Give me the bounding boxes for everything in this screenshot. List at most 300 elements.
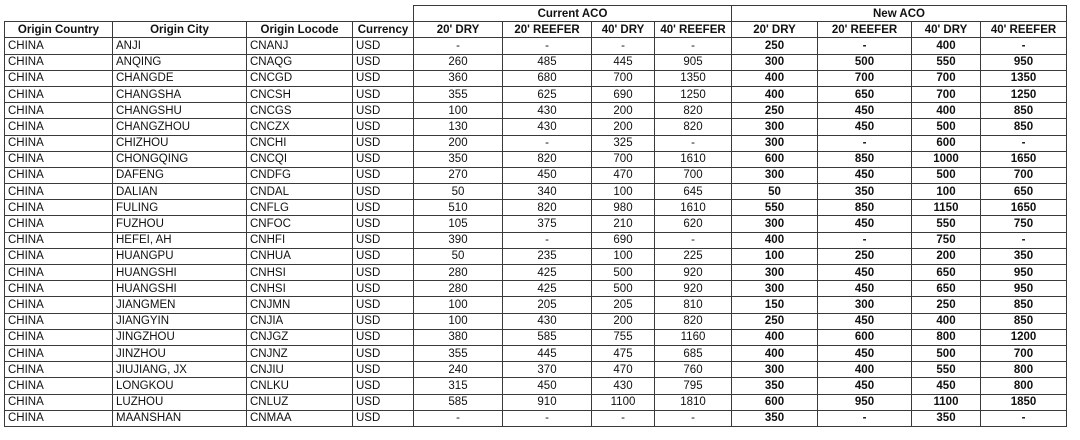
new-40-dry-cell: 1100 bbox=[912, 394, 981, 410]
new-40-dry-cell: 550 bbox=[912, 216, 981, 232]
origin-locode-cell: CNDFG bbox=[247, 167, 353, 183]
current-20-dry-cell: 270 bbox=[414, 167, 503, 183]
new-40-reefer-header: 40' REEFER bbox=[981, 22, 1067, 38]
new-40-reefer-cell: 750 bbox=[981, 216, 1067, 232]
current-20-reefer-cell: 485 bbox=[503, 54, 592, 70]
new-20-reefer-cell: 350 bbox=[818, 184, 912, 200]
current-40-dry-cell: 430 bbox=[592, 378, 655, 394]
new-40-reefer-cell: 950 bbox=[981, 54, 1067, 70]
new-20-dry-cell: 350 bbox=[732, 378, 818, 394]
current-40-reefer-cell: 685 bbox=[655, 345, 732, 361]
new-20-dry-cell: 300 bbox=[732, 119, 818, 135]
origin-country-cell: CHINA bbox=[5, 135, 113, 151]
new-40-dry-cell: 700 bbox=[912, 86, 981, 102]
current-20-reefer-cell: 235 bbox=[503, 248, 592, 264]
new-20-reefer-header: 20' REEFER bbox=[818, 22, 912, 38]
table-row bbox=[5, 38, 1067, 54]
current-20-dry-cell: 280 bbox=[414, 265, 503, 281]
current-40-dry-cell: 210 bbox=[592, 216, 655, 232]
new-40-reefer-cell: 650 bbox=[981, 184, 1067, 200]
current-40-reefer-cell: 1810 bbox=[655, 394, 732, 410]
currency-cell: USD bbox=[353, 70, 414, 86]
origin-city-cell: JINZHOU bbox=[113, 345, 247, 361]
new-20-reefer-cell: - bbox=[818, 38, 912, 54]
current-40-reefer-cell: - bbox=[655, 232, 732, 248]
origin-country-cell: CHINA bbox=[5, 265, 113, 281]
current-40-reefer-cell: 820 bbox=[655, 313, 732, 329]
new-20-dry-cell: 300 bbox=[732, 216, 818, 232]
current-20-reefer-cell: - bbox=[503, 410, 592, 426]
origin-locode-cell: CNHSI bbox=[247, 265, 353, 281]
new-20-reefer-cell: 450 bbox=[818, 103, 912, 119]
current-40-dry-cell: 470 bbox=[592, 362, 655, 378]
origin-locode-cell: CNLUZ bbox=[247, 394, 353, 410]
new-40-reefer-cell: 1650 bbox=[981, 200, 1067, 216]
currency-cell: USD bbox=[353, 200, 414, 216]
current-20-dry-cell: - bbox=[414, 410, 503, 426]
origin-city-cell: CHANGZHOU bbox=[113, 119, 247, 135]
table-row bbox=[5, 135, 1067, 151]
currency-cell: USD bbox=[353, 265, 414, 281]
new-20-dry-cell: 250 bbox=[732, 313, 818, 329]
new-20-reefer-cell: 850 bbox=[818, 151, 912, 167]
new-40-dry-header: 40' DRY bbox=[912, 22, 981, 38]
current-40-reefer-cell: - bbox=[655, 38, 732, 54]
new-40-dry-cell: 650 bbox=[912, 281, 981, 297]
new-40-dry-cell: 500 bbox=[912, 345, 981, 361]
new-40-dry-cell: 550 bbox=[912, 54, 981, 70]
current-20-reefer-cell: 430 bbox=[503, 313, 592, 329]
current-20-reefer-cell: 820 bbox=[503, 151, 592, 167]
new-40-reefer-cell: 1350 bbox=[981, 70, 1067, 86]
currency-header: Currency bbox=[353, 22, 414, 38]
origin-city-cell: JIANGYIN bbox=[113, 313, 247, 329]
currency-cell: USD bbox=[353, 232, 414, 248]
new-20-reefer-cell: 600 bbox=[818, 329, 912, 345]
current-40-dry-cell: 1100 bbox=[592, 394, 655, 410]
current-20-dry-cell: 105 bbox=[414, 216, 503, 232]
origin-country-cell: CHINA bbox=[5, 70, 113, 86]
current-40-dry-cell: 500 bbox=[592, 281, 655, 297]
current-20-dry-cell: 130 bbox=[414, 119, 503, 135]
current-40-reefer-cell: 1160 bbox=[655, 329, 732, 345]
blank-header-cell bbox=[247, 6, 353, 22]
new-20-dry-cell: 600 bbox=[732, 151, 818, 167]
origin-locode-cell: CNJIA bbox=[247, 313, 353, 329]
table-body bbox=[5, 38, 1067, 427]
new-40-dry-cell: 350 bbox=[912, 410, 981, 426]
origin-country-cell: CHINA bbox=[5, 119, 113, 135]
current-40-dry-cell: 200 bbox=[592, 119, 655, 135]
origin-city-cell: CHANGSHA bbox=[113, 86, 247, 102]
current-20-reefer-cell: 375 bbox=[503, 216, 592, 232]
current-40-dry-cell: 100 bbox=[592, 184, 655, 200]
current-20-reefer-cell: 205 bbox=[503, 297, 592, 313]
origin-locode-cell: CNJMN bbox=[247, 297, 353, 313]
new-40-dry-cell: 600 bbox=[912, 135, 981, 151]
origin-locode-cell: CNFOC bbox=[247, 216, 353, 232]
table-row bbox=[5, 378, 1067, 394]
new-20-dry-cell: 400 bbox=[732, 329, 818, 345]
origin-city-cell: ANQING bbox=[113, 54, 247, 70]
new-20-reefer-cell: 950 bbox=[818, 394, 912, 410]
new-40-reefer-cell: 1250 bbox=[981, 86, 1067, 102]
origin-locode-cell: CNJNZ bbox=[247, 345, 353, 361]
new-40-reefer-cell: 1200 bbox=[981, 329, 1067, 345]
new-20-dry-cell: 50 bbox=[732, 184, 818, 200]
new-40-reefer-cell: 700 bbox=[981, 167, 1067, 183]
origin-country-cell: CHINA bbox=[5, 394, 113, 410]
current-20-dry-cell: - bbox=[414, 38, 503, 54]
new-20-reefer-cell: 450 bbox=[818, 216, 912, 232]
blank-header-cell bbox=[5, 6, 113, 22]
origin-country-cell: CHINA bbox=[5, 216, 113, 232]
origin-city-cell: MAANSHAN bbox=[113, 410, 247, 426]
current-20-reefer-cell: 680 bbox=[503, 70, 592, 86]
current-40-reefer-cell: 920 bbox=[655, 281, 732, 297]
new-40-reefer-cell: 850 bbox=[981, 103, 1067, 119]
table-row bbox=[5, 313, 1067, 329]
new-20-reefer-cell: - bbox=[818, 232, 912, 248]
origin-city-cell: ANJI bbox=[113, 38, 247, 54]
table-row bbox=[5, 362, 1067, 378]
new-40-reefer-cell: 700 bbox=[981, 345, 1067, 361]
origin-locode-cell: CNJIU bbox=[247, 362, 353, 378]
new-20-reefer-cell: 650 bbox=[818, 86, 912, 102]
current-40-reefer-cell: 820 bbox=[655, 119, 732, 135]
current-40-reefer-cell: 225 bbox=[655, 248, 732, 264]
origin-city-cell: HEFEI, AH bbox=[113, 232, 247, 248]
currency-cell: USD bbox=[353, 281, 414, 297]
current-20-reefer-cell: 450 bbox=[503, 378, 592, 394]
new-40-reefer-cell: 1850 bbox=[981, 394, 1067, 410]
current-aco-group-header: Current ACO bbox=[414, 6, 732, 22]
new-40-dry-cell: 550 bbox=[912, 362, 981, 378]
origin-locode-cell: CNDAL bbox=[247, 184, 353, 200]
table-row bbox=[5, 119, 1067, 135]
new-40-reefer-cell: 800 bbox=[981, 362, 1067, 378]
origin-city-cell: HUANGSHI bbox=[113, 281, 247, 297]
current-40-dry-cell: 755 bbox=[592, 329, 655, 345]
current-40-dry-cell: 100 bbox=[592, 248, 655, 264]
new-40-reefer-cell: 800 bbox=[981, 378, 1067, 394]
origin-country-cell: CHINA bbox=[5, 232, 113, 248]
new-20-reefer-cell: - bbox=[818, 135, 912, 151]
table-row bbox=[5, 394, 1067, 410]
currency-cell: USD bbox=[353, 54, 414, 70]
current-40-reefer-cell: 810 bbox=[655, 297, 732, 313]
origin-country-cell: CHINA bbox=[5, 378, 113, 394]
current-20-dry-cell: 390 bbox=[414, 232, 503, 248]
blank-header-cell bbox=[113, 6, 247, 22]
blank-header-cell bbox=[353, 6, 414, 22]
new-20-dry-cell: 100 bbox=[732, 248, 818, 264]
currency-cell: USD bbox=[353, 119, 414, 135]
origin-locode-cell: CNCGS bbox=[247, 103, 353, 119]
table-header bbox=[5, 6, 1067, 38]
current-40-reefer-header: 40' REEFER bbox=[655, 22, 732, 38]
currency-cell: USD bbox=[353, 151, 414, 167]
origin-country-cell: CHINA bbox=[5, 297, 113, 313]
current-40-dry-cell: 470 bbox=[592, 167, 655, 183]
table-row bbox=[5, 200, 1067, 216]
current-20-reefer-cell: 370 bbox=[503, 362, 592, 378]
current-20-dry-cell: 355 bbox=[414, 86, 503, 102]
current-40-reefer-cell: 905 bbox=[655, 54, 732, 70]
new-20-dry-cell: 400 bbox=[732, 86, 818, 102]
current-40-dry-cell: 200 bbox=[592, 313, 655, 329]
table-row bbox=[5, 232, 1067, 248]
table-row bbox=[5, 297, 1067, 313]
current-40-reefer-cell: 645 bbox=[655, 184, 732, 200]
origin-country-cell: CHINA bbox=[5, 410, 113, 426]
currency-cell: USD bbox=[353, 86, 414, 102]
origin-city-cell: HUANGSHI bbox=[113, 265, 247, 281]
origin-locode-cell: CNHSI bbox=[247, 281, 353, 297]
current-20-dry-cell: 360 bbox=[414, 70, 503, 86]
origin-locode-cell: CNAQG bbox=[247, 54, 353, 70]
new-40-dry-cell: 700 bbox=[912, 70, 981, 86]
current-40-reefer-cell: 1350 bbox=[655, 70, 732, 86]
new-20-reefer-cell: 500 bbox=[818, 54, 912, 70]
new-40-dry-cell: 750 bbox=[912, 232, 981, 248]
current-40-reefer-cell: 795 bbox=[655, 378, 732, 394]
column-header-row bbox=[5, 22, 1067, 38]
new-20-reefer-cell: 450 bbox=[818, 345, 912, 361]
current-40-dry-cell: 700 bbox=[592, 70, 655, 86]
new-40-dry-cell: 400 bbox=[912, 103, 981, 119]
current-20-reefer-cell: 425 bbox=[503, 265, 592, 281]
table-row bbox=[5, 281, 1067, 297]
new-40-reefer-cell: - bbox=[981, 135, 1067, 151]
currency-cell: USD bbox=[353, 135, 414, 151]
origin-country-header: Origin Country bbox=[5, 22, 113, 38]
new-40-dry-cell: 100 bbox=[912, 184, 981, 200]
current-20-reefer-cell: - bbox=[503, 38, 592, 54]
new-20-dry-cell: 300 bbox=[732, 281, 818, 297]
current-20-dry-cell: 50 bbox=[414, 184, 503, 200]
new-40-dry-cell: 450 bbox=[912, 378, 981, 394]
table-row bbox=[5, 329, 1067, 345]
origin-country-cell: CHINA bbox=[5, 329, 113, 345]
table-row bbox=[5, 54, 1067, 70]
new-20-dry-cell: 300 bbox=[732, 362, 818, 378]
new-20-dry-cell: 350 bbox=[732, 410, 818, 426]
new-20-reefer-cell: - bbox=[818, 410, 912, 426]
current-20-reefer-cell: - bbox=[503, 232, 592, 248]
current-20-dry-cell: 100 bbox=[414, 103, 503, 119]
current-40-reefer-cell: 920 bbox=[655, 265, 732, 281]
current-20-reefer-cell: 820 bbox=[503, 200, 592, 216]
origin-country-cell: CHINA bbox=[5, 313, 113, 329]
current-40-dry-cell: - bbox=[592, 410, 655, 426]
new-40-dry-cell: 200 bbox=[912, 248, 981, 264]
current-20-reefer-cell: 430 bbox=[503, 103, 592, 119]
origin-city-cell: FULING bbox=[113, 200, 247, 216]
new-20-dry-header: 20' DRY bbox=[732, 22, 818, 38]
group-header-row bbox=[5, 6, 1067, 22]
new-40-reefer-cell: 1650 bbox=[981, 151, 1067, 167]
origin-locode-cell: CNHUA bbox=[247, 248, 353, 264]
origin-locode-cell: CNCHI bbox=[247, 135, 353, 151]
new-20-dry-cell: 300 bbox=[732, 54, 818, 70]
new-20-reefer-cell: 450 bbox=[818, 378, 912, 394]
table-row bbox=[5, 410, 1067, 426]
current-20-dry-cell: 510 bbox=[414, 200, 503, 216]
origin-city-cell: DALIAN bbox=[113, 184, 247, 200]
origin-country-cell: CHINA bbox=[5, 281, 113, 297]
new-20-reefer-cell: 450 bbox=[818, 119, 912, 135]
new-20-dry-cell: 400 bbox=[732, 70, 818, 86]
new-40-reefer-cell: 850 bbox=[981, 119, 1067, 135]
new-40-dry-cell: 500 bbox=[912, 119, 981, 135]
origin-locode-cell: CNFLG bbox=[247, 200, 353, 216]
currency-cell: USD bbox=[353, 167, 414, 183]
origin-country-cell: CHINA bbox=[5, 54, 113, 70]
currency-cell: USD bbox=[353, 329, 414, 345]
current-20-reefer-header: 20' REEFER bbox=[503, 22, 592, 38]
new-20-dry-cell: 300 bbox=[732, 135, 818, 151]
origin-city-cell: CHANGDE bbox=[113, 70, 247, 86]
current-40-reefer-cell: - bbox=[655, 135, 732, 151]
currency-cell: USD bbox=[353, 313, 414, 329]
new-40-dry-cell: 250 bbox=[912, 297, 981, 313]
new-20-dry-cell: 600 bbox=[732, 394, 818, 410]
new-20-dry-cell: 400 bbox=[732, 345, 818, 361]
current-40-dry-cell: 200 bbox=[592, 103, 655, 119]
current-40-dry-cell: 980 bbox=[592, 200, 655, 216]
current-20-reefer-cell: 450 bbox=[503, 167, 592, 183]
current-40-dry-cell: - bbox=[592, 38, 655, 54]
origin-country-cell: CHINA bbox=[5, 248, 113, 264]
current-40-reefer-cell: 1610 bbox=[655, 200, 732, 216]
new-40-dry-cell: 500 bbox=[912, 167, 981, 183]
current-20-dry-cell: 200 bbox=[414, 135, 503, 151]
origin-city-cell: JIUJIANG, JX bbox=[113, 362, 247, 378]
origin-city-header: Origin City bbox=[113, 22, 247, 38]
current-40-dry-header: 40' DRY bbox=[592, 22, 655, 38]
current-20-dry-cell: 100 bbox=[414, 313, 503, 329]
origin-country-cell: CHINA bbox=[5, 184, 113, 200]
origin-locode-cell: CNCGD bbox=[247, 70, 353, 86]
new-20-dry-cell: 150 bbox=[732, 297, 818, 313]
current-40-dry-cell: 690 bbox=[592, 86, 655, 102]
origin-locode-header: Origin Locode bbox=[247, 22, 353, 38]
origin-city-cell: DAFENG bbox=[113, 167, 247, 183]
currency-cell: USD bbox=[353, 410, 414, 426]
origin-city-cell: HUANGPU bbox=[113, 248, 247, 264]
currency-cell: USD bbox=[353, 38, 414, 54]
table-row bbox=[5, 151, 1067, 167]
origin-city-cell: LONGKOU bbox=[113, 378, 247, 394]
current-20-dry-cell: 355 bbox=[414, 345, 503, 361]
current-20-reefer-cell: 430 bbox=[503, 119, 592, 135]
current-40-reefer-cell: 700 bbox=[655, 167, 732, 183]
new-20-reefer-cell: 450 bbox=[818, 167, 912, 183]
currency-cell: USD bbox=[353, 184, 414, 200]
current-20-dry-header: 20' DRY bbox=[414, 22, 503, 38]
new-40-reefer-cell: 850 bbox=[981, 313, 1067, 329]
new-20-dry-cell: 400 bbox=[732, 232, 818, 248]
origin-city-cell: FUZHOU bbox=[113, 216, 247, 232]
new-40-reefer-cell: 950 bbox=[981, 281, 1067, 297]
current-40-dry-cell: 690 bbox=[592, 232, 655, 248]
current-20-reefer-cell: - bbox=[503, 135, 592, 151]
current-20-dry-cell: 585 bbox=[414, 394, 503, 410]
new-20-dry-cell: 250 bbox=[732, 38, 818, 54]
aco-rate-table bbox=[4, 5, 1067, 427]
currency-cell: USD bbox=[353, 378, 414, 394]
new-20-dry-cell: 550 bbox=[732, 200, 818, 216]
origin-city-cell: JIANGMEN bbox=[113, 297, 247, 313]
current-40-reefer-cell: 620 bbox=[655, 216, 732, 232]
new-20-reefer-cell: 850 bbox=[818, 200, 912, 216]
table-row bbox=[5, 184, 1067, 200]
origin-locode-cell: CNLKU bbox=[247, 378, 353, 394]
new-20-reefer-cell: 400 bbox=[818, 362, 912, 378]
new-20-reefer-cell: 450 bbox=[818, 313, 912, 329]
origin-city-cell: JINGZHOU bbox=[113, 329, 247, 345]
new-20-reefer-cell: 450 bbox=[818, 265, 912, 281]
current-40-dry-cell: 325 bbox=[592, 135, 655, 151]
origin-city-cell: LUZHOU bbox=[113, 394, 247, 410]
origin-locode-cell: CNCQI bbox=[247, 151, 353, 167]
current-40-reefer-cell: 820 bbox=[655, 103, 732, 119]
current-40-reefer-cell: - bbox=[655, 410, 732, 426]
current-20-reefer-cell: 425 bbox=[503, 281, 592, 297]
origin-country-cell: CHINA bbox=[5, 86, 113, 102]
origin-locode-cell: CNCSH bbox=[247, 86, 353, 102]
current-20-reefer-cell: 910 bbox=[503, 394, 592, 410]
current-40-dry-cell: 445 bbox=[592, 54, 655, 70]
origin-country-cell: CHINA bbox=[5, 362, 113, 378]
table-row bbox=[5, 86, 1067, 102]
new-40-reefer-cell: - bbox=[981, 38, 1067, 54]
new-40-dry-cell: 1150 bbox=[912, 200, 981, 216]
current-20-dry-cell: 50 bbox=[414, 248, 503, 264]
current-40-reefer-cell: 1250 bbox=[655, 86, 732, 102]
origin-country-cell: CHINA bbox=[5, 103, 113, 119]
new-40-reefer-cell: 350 bbox=[981, 248, 1067, 264]
origin-locode-cell: CNMAA bbox=[247, 410, 353, 426]
new-40-dry-cell: 800 bbox=[912, 329, 981, 345]
table-row bbox=[5, 70, 1067, 86]
current-40-reefer-cell: 760 bbox=[655, 362, 732, 378]
table-row bbox=[5, 167, 1067, 183]
currency-cell: USD bbox=[353, 248, 414, 264]
currency-cell: USD bbox=[353, 103, 414, 119]
new-20-reefer-cell: 250 bbox=[818, 248, 912, 264]
table-row bbox=[5, 265, 1067, 281]
current-40-dry-cell: 205 bbox=[592, 297, 655, 313]
current-20-dry-cell: 280 bbox=[414, 281, 503, 297]
new-20-reefer-cell: 700 bbox=[818, 70, 912, 86]
current-20-dry-cell: 350 bbox=[414, 151, 503, 167]
new-40-dry-cell: 400 bbox=[912, 313, 981, 329]
new-20-reefer-cell: 450 bbox=[818, 281, 912, 297]
origin-locode-cell: CNCZX bbox=[247, 119, 353, 135]
origin-country-cell: CHINA bbox=[5, 200, 113, 216]
table-row bbox=[5, 216, 1067, 232]
table-row bbox=[5, 248, 1067, 264]
current-20-dry-cell: 315 bbox=[414, 378, 503, 394]
origin-city-cell: CHONGQING bbox=[113, 151, 247, 167]
origin-locode-cell: CNHFI bbox=[247, 232, 353, 248]
current-20-dry-cell: 240 bbox=[414, 362, 503, 378]
new-40-dry-cell: 650 bbox=[912, 265, 981, 281]
new-40-dry-cell: 400 bbox=[912, 38, 981, 54]
current-20-reefer-cell: 340 bbox=[503, 184, 592, 200]
